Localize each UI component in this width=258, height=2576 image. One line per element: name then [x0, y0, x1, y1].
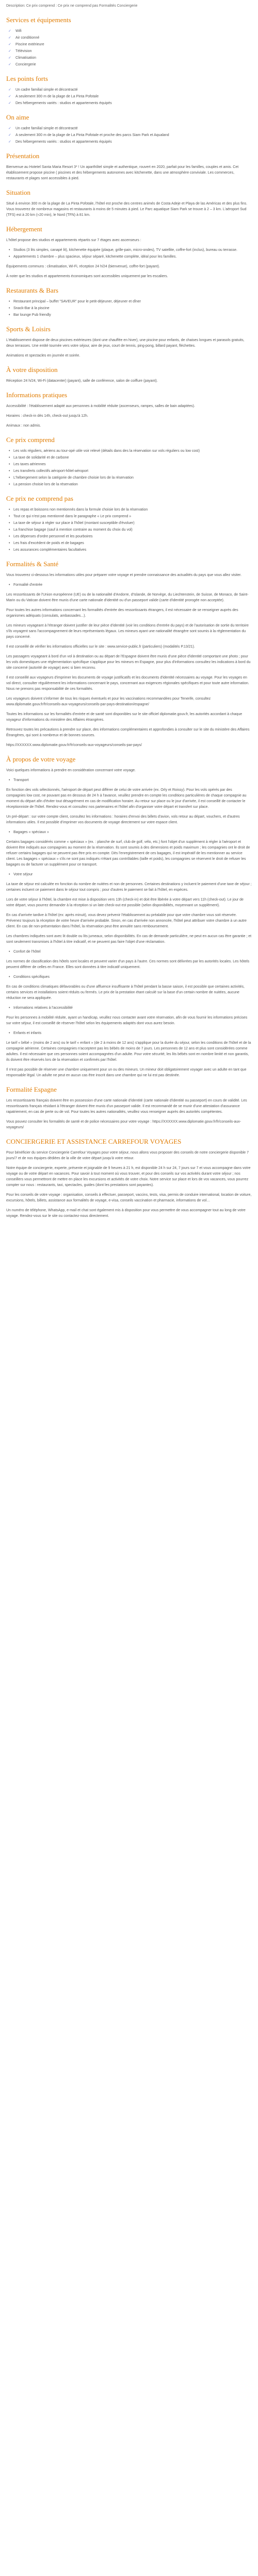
list-item: • La taxe de solidarité et de carbone — [13, 455, 252, 461]
section — [6, 974, 252, 1001]
paragraph: Vous pouvez consulter les formalités de santé et de police nécessaires pour votre voyage : https://XXXXXX.www.diplomatie.gouv.fr/fr/conseils-aux-voyageurs/ — [6, 1120, 241, 1129]
section — [6, 75, 252, 106]
list-item: ✓ Climatisation — [13, 55, 252, 61]
sections-container — [6, 16, 252, 1219]
paragraph: Accessibilité : l'établissement adapté aux personnes à mobilité réduite (ascenseurs, rampes, salles de bain adaptées). — [6, 404, 195, 408]
paragraph: Il n'est pas possible de réserver une chambre uniquement pour un ou des mineurs. Un mineur doit obligatoirement voyager avec un adulte en tant que responsable légal. Un adulte ne peut en aucun cas être inscrit dans une chambre qui ne lui est pas destinée. — [6, 1068, 247, 1077]
paragraph: En fonction des vols sélectionnés, l'aéroport de départ peut différer de celui de votre arrivée (ex. Orly et Roissy). Pour les vols opérés par des compagnies low cost, ne pouvant pas en dessous de 24 h à l'avance, veuillez prendre en compte les conditions particulières de chaque compagnie au moment du départ afin d'éviter tout désagrément en cas de modification horaire. Au retour sur place ou le jour d'arrivée, il est conseillé de contacter le réceptionniste de l'hôtel. Rendez-vous et consultez nos partenaires et l'hôtel afin d'organiser votre départ et transfert sur place. — [6, 788, 247, 809]
section — [6, 189, 252, 218]
section-title: Ce prix ne comprend pas — [6, 495, 73, 502]
bullet-list — [6, 299, 252, 318]
paragraph: Les mineurs voyageant à l'étranger doivent justifier de leur pièce d'identité (voir les conditions d'entrée du pays) et de l'autorisation de sortie du territoire s'ils voyagent sans l'accompagnement de leurs représentants légaux. Les mineurs ayant une nationalité étrangère sont soumis à la réglementation du pays concerné. — [6, 624, 249, 639]
list-item: • La franchise bagage (sauf à mention contraire au moment du choix du vol) — [13, 527, 252, 533]
list-item: • Les vols réguliers, aériens au tour-opé utile voir relevé (détails dans des la réservation sur vols réguliers ou low cost) — [13, 448, 252, 454]
bullet-list — [6, 949, 252, 955]
paragraph: Notre équipe de conciergerie, experte, présente et joignable de 9 heures à 21 h, est disponible 24 h sur 24, 7 jours sur 7 et vous accompagne dans votre voyage ou de votre départ en vacances. Pour savoir à tout moment où vous trouver, et pour des conseils sur vos activités durant votre séjour ; nos conseillers vous permettront de mettre en place les excursions et activités de votre choix. Notre service sur place et lors de vos vacances, vous pourrez compter sur nous : restaurants, taxi, spectacles, guides (dont les prestations sont payantes). — [6, 1166, 251, 1187]
bullet-list — [6, 582, 252, 588]
list-item: • Les transferts collectifs aéroport-hôtel-aéroport — [13, 468, 252, 474]
paragraph: Le tarif « bébé » (moins de 2 ans) ou le tarif « enfant » (de 2 à moins de 12 ans) s'applique pour la durée du séjour, selon les conditions de l'hôtel et de la compagnie aérienne. Certaines compagnies n'acceptent pas les bébés de moins de 7 jours. Les personnes de 12 ans et plus sont considérées comme adultes. Il est nécessaire que ces personnes soient accompagnées d'un adulte. Pour votre sécurité, les lits bébés sont en nombre limité et non garantis, ils doivent être réservés lors de la réservation et confirmés par l'hôtel. — [6, 1041, 251, 1062]
paragraph: Bienvenue au Hotetel Santa Maria Resort 3* ! Un aparthôtel simple et authentique, rouvert en 2020, parfait pour les familles, couples et amis. Cet établissement propose piscine ( piscines et des hébergements autonomes avec kitchenette, dans une atmosphère conviviale. Les commerces, restaurants et plages sont accessibles à pied. — [6, 165, 239, 180]
section — [6, 225, 252, 279]
list-item: • Les frais d'excédent de poids et de bagages — [13, 540, 252, 546]
paragraph: Les ressortissants français doivent être en possession d'une carte nationale d'identité (carte nationale d'identité ou passeport) en cours de validité. Les ressortissants français résidant à l'étranger doivent être munis d'un passeport valide. Il est recommandé de se munir d'une attestation d'assurance rapatriement, en cas de perte ou de vol. Pour toutes les autres nationalités, veuillez vous renseigner auprès des autorités compétentes. — [6, 1099, 247, 1114]
list-item: • Restaurant principal – buffet "SAVEUR" pour le petit-déjeuner, déjeuner et dîner — [13, 299, 252, 304]
list-item: • La pension choisie lors de la réservation — [13, 482, 252, 487]
description: Description: Ce prix comprend : Ce prix ne comprend pas Formalités Conciergerie — [6, 4, 138, 8]
list-item: • Les assurances complémentaires facultatives — [13, 547, 252, 553]
paragraph: Animations et spectacles en journée et soirée. — [6, 354, 80, 358]
paragraph: Les ressortissants de l'Union européenne (UE) ou de la nationalité d'Andorre, d'Islande, de Norvège, du Liechtenstein, de Suisse, de Monaco, de Saint-Marin ou du Vatican doivent être munis d'une carte nationale d'identité ou d'un passeport valide (carte d'identité prorogée non acceptée). — [6, 593, 249, 602]
page — [0, 0, 258, 1231]
section — [6, 872, 252, 945]
section-title: CONCIERGERIE ET ASSISTANCE CARREFOUR VOYAGES — [6, 1138, 182, 1145]
paragraph: Il est conseillé aux voyageurs d'imprimer les documents de voyage justificatifs et les documents d'identité nécessaires au voyage. Pour les voyages en vol direct, consulter régulièrement les informations concernant le pays, concernant aux exigences régionales spécifiques et pour toute autre information. Nous ne prenons pas responsabilité de ces formalités. — [6, 676, 249, 691]
paragraph: Retrouvez toutes les précautions à prendre sur place, des informations complémentaires et approfondies à consulter sur le site du ministère des Affaires Étrangères, qui sont à nombreux et de bonnes sources. — [6, 728, 250, 737]
list-item: ✓ Piscine extérieure — [13, 42, 252, 47]
paragraph: Lors de votre séjour à l'hôtel, la chambre est mise à disposition vers 13h (check-in) et doit être libérée à votre départ vers 11h (check-out). Le jour de votre départ, vous pourrez demander à la réception si un late check-out est possible (selon disponibilités, moyennant un supplément). — [6, 898, 244, 907]
section — [6, 1138, 252, 1219]
list-item: ✓ A seulement 300 m de la plage de La Pinta Pofotale et proche des parcs Siam Park et Aqualand — [13, 132, 252, 138]
paragraph: En cas de conditions climatiques défavorables ou d'une affluence insuffisante à l'hôtel pendant la basse saison, il est possible que certaines activités, certains services et installations soient réduits ou fermés. Le prix de la prestation étant calculé sur la base d'un certain nombre de nuitées, aucune réduction ne sera appliquée. — [6, 985, 245, 1000]
paragraph: Il est conseillé de vérifier les informations officielles sur le site : www.service-public.fr (particuliers) (modalités P.13/21). — [6, 645, 195, 649]
section — [6, 495, 252, 553]
list-item: • Transport — [13, 777, 252, 783]
section-title: Sports & Loisirs — [6, 325, 51, 333]
list-item: ✓ Un cadre familial simple et décontracté — [13, 126, 252, 131]
section — [6, 286, 252, 318]
section — [6, 949, 252, 970]
bullet-list — [6, 1030, 252, 1036]
section-title: Formalités & Santé — [6, 560, 59, 568]
bullet-list — [6, 777, 252, 783]
section-title: Informations pratiques — [6, 391, 68, 399]
paragraph: Un pré-départ : sur votre compte client, consultez les informations : horaires d'envoi des billets d'avion, vols retour au départ, vouchers, et d'autres informations utiles. Il est possible d'imprimer vos documents de voyage directement sur votre espace client. — [6, 815, 240, 824]
list-item: • Bagages « spéciaux » — [13, 829, 252, 835]
bullet-list — [6, 28, 252, 67]
section-title: Situation — [6, 189, 30, 196]
list-item: ✓ Télévision — [13, 48, 252, 54]
list-item: • Enfants et infants — [13, 1030, 252, 1036]
bullet-list — [6, 1005, 252, 1011]
section — [6, 1086, 252, 1130]
paragraph: Horaires : check-in dès 14h, check-out jusqu'à 12h. — [6, 414, 88, 418]
paragraph: Les chambres indiquées sont avec lit double ou lits jumeaux, selon disponibilités. En cas de demande particulière, ne peut en aucun cas être garantie ; et sont seulement transmises à l'hôtel à titre indicatif, et ne peuvent pas faire l'objet d'une réclamation. — [6, 935, 252, 944]
list-item: ✓ Air conditionné — [13, 35, 252, 41]
paragraph: Pour bénéficier du service Conciergerie Carrefour Voyages pour votre séjour, nous allons vous proposer des conseils de notre conciergerie disponible 7 jours/7 et de nos équipes dédiées de la ville de votre départ jusqu'à votre retour. — [6, 1151, 249, 1160]
paragraph: L'établissement dispose de deux piscines extérieures (dont une chauffée en hiver), une piscine pour enfants, de chaises longues et parasols gratuits, deux terrasses. Une entité tournée vers votre séjour, aire de jeux, court de tennis, ping-pong, billard payant, fléchettes. — [6, 338, 245, 348]
section-title: Services et équipements — [6, 16, 71, 24]
list-item: • Les repas et boissons non mentionnés dans la formule choisie lors de la réservation — [13, 507, 252, 513]
section-title: À votre disposition — [6, 366, 58, 374]
section-title: On aime — [6, 113, 29, 121]
section — [6, 152, 252, 181]
paragraph: Réception 24 h/24, Wi-Fi (datacenter) (payant), salle de conférence, salon de coiffure (payant). — [6, 379, 158, 383]
paragraph: Voici quelques informations à prendre en considération concernant votre voyage. — [6, 769, 136, 772]
bullet-list — [6, 872, 252, 877]
bullet-list — [6, 829, 252, 835]
list-item: • La taxe de séjour à régler sur place à l'hôtel (montant susceptible d'évoluer) — [13, 520, 252, 526]
section — [6, 1005, 252, 1026]
bullet-list — [6, 247, 252, 260]
section — [6, 16, 252, 67]
paragraph: Les voyageurs doivent s'informer de tous les risques éventuels et pour les vaccinations recommandées pour Tenerife, consultez www.diplomatie.gouv.fr/fr/conseils-aux-voyageurs/conseils-par-pays-destination/espagne/ — [6, 697, 211, 706]
paragraph: https://XXXXXX.www.diplomatie.gouv.fr/fr/conseils-aux-voyageurs/conseils-par-pays/ — [6, 743, 142, 747]
paragraph: Pour toutes les autres informations concernant les formalités d'entrée des ressortissants étrangers, il est nécessaire de se renseigner auprès des organismes adéquats (consulats, ambassades...). — [6, 608, 238, 618]
list-item: • L'hébergement selon la catégorie de chambre choisie lors de la réservation — [13, 475, 252, 481]
paragraph: Les passagers voyageant à bord d'un vol à destination ou au départ de l'Espagne doivent être munis d'une pièce d'identité comportant une photo ; pour les vols domestiques une réglementation spécifique s'applique pour les mineurs en Espagne, pour plus d'informations consultez les indications à bord du site concerné (autorité de voyage) avec si bien reconnu. — [6, 655, 251, 670]
paragraph: Certains bagages considérés comme « spéciaux » (ex. : planche de surf, club de golf, vélo, etc.) font l'objet d'un supplément à régler à l'aéroport et doivent être indiqués aux compagnies au moment de la réservation. Ils sont soumis à des dimensions et poids maximum ; les compagnies ont le droit de refuser certains bagages qui ne peuvent pas être pris en compte. Dès l'enregistrement de ces bagages, il est impératif de les mentionner au service client. Les bagages « spéciaux » s'ils ne sont pas indiqués n'étant pas contrôlables (taille et poids), les compagnies se réservent le droit de refuser les bagages ou de facturer un supplément pour ce transport. — [6, 840, 250, 867]
section-title: Restaurants & Bars — [6, 286, 59, 294]
list-item: • Tout ce qui n'est pas mentionné dans le paragraphe « Le prix comprend » — [13, 514, 252, 519]
section — [6, 113, 252, 145]
paragraph: Vous trouverez ci-dessous les informations utiles pour préparer votre voyage et prendre connaissance des actualités du pays que vous allez visiter. — [6, 573, 242, 577]
section — [6, 560, 252, 748]
list-item: ✓ Wifi — [13, 28, 252, 34]
bullet-list — [6, 507, 252, 553]
paragraph: À noter que les studios et appartements économiques sont accessibles uniquement par les escaliers. — [6, 275, 168, 278]
section — [6, 436, 252, 487]
list-item: • Studios (3 lits simples, canapé lit), kitchenette équipée (plaque, grille-pain, micro-ondes), TV satellite, coffre-fort (inclus), bureau ou terrasse. — [13, 247, 252, 253]
bullet-list — [6, 126, 252, 145]
bullet-list — [6, 87, 252, 106]
list-item: • Votre séjour — [13, 872, 252, 877]
section-title: Ce prix comprend — [6, 436, 55, 444]
paragraph: L'hôtel propose des studios et appartements répartis sur 7 étages avec ascenseurs : — [6, 239, 141, 242]
list-item: • Snack-Bar à la piscine — [13, 306, 252, 311]
bullet-list — [6, 448, 252, 487]
section — [6, 829, 252, 868]
section-title: À propos de votre voyage — [6, 755, 76, 763]
list-item: • Confort de l'hôtel — [13, 949, 252, 955]
list-item: • Informations relatives à l'accessibilité — [13, 1005, 252, 1011]
paragraph: En cas d'arrivée tardive à l'hôtel (ex: après minuit), vous devez prévenir l'établissement au préalable pour que votre chambre vous soit réservée. Prévenez toujours la réception de votre heure d'arrivée probable. Sinon, en cas d'arrivée non annoncée, l'hôtel peut attribuer votre chambre à un autre client. En cas de non-présentation dans l'hôtel, la réservation peut être annulée sans remboursement. — [6, 913, 247, 928]
list-item: ✓ Conciergerie — [13, 62, 252, 67]
section-title: Formalité Espagne — [6, 1086, 57, 1093]
paragraph: Pour les personnes à mobilité réduite, ayant un handicap, veuillez nous contacter avant votre réservation, afin de vous fournir les informations précises sur votre séjour, il est conseillé de réserver l'hôtel selon les équipements adaptés dont vous aurez besoin. — [6, 1016, 248, 1025]
section — [6, 1030, 252, 1078]
paragraph: La taxe de séjour est calculée en fonction du nombre de nuitées et non de personnes. Certaines destinations y incluent le paiement d'une taxe de séjour ; certaines incluent ce paiement dans le séjour tout compris ; pour d'autres le paiement se fait à l'hôtel, en espèces. — [6, 883, 252, 892]
section — [6, 391, 252, 429]
list-item: • Bar lounge Pub friendly — [13, 312, 252, 318]
list-item: • Conditions spécifiques — [13, 974, 252, 980]
paragraph: Équipements communs : climatisation, Wi-Fi, réception 24 h/24 (bienvenue), coffre-fort (payant). — [6, 265, 160, 268]
paragraph: Pour les conseils de votre voyage : organisation, conseils à effectuer, passeport, vaccins, tests, visa, permis de conduire international, location de voiture, excursions, hôtels, billets, assistance aux formalités de voyage, e-visa, conseils vaccination et pharmacie, informations de vol… — [6, 1193, 252, 1202]
list-item: • Appartements 1 chambre – plus spacieux, séjour séparé, kitchenette complète, idéal pour les familles. — [13, 254, 252, 260]
bullet-list — [6, 974, 252, 980]
section — [6, 366, 252, 384]
section-title: Les points forts — [6, 75, 48, 82]
list-item: • Les taxes aériennes — [13, 462, 252, 467]
section-title: Présentation — [6, 152, 40, 160]
paragraph: Un numéro de téléphone, WhatsApp, e-mail et chat sont également mis à disposition pour vous permettre de vous accompagner tout au long de votre voyage. Rendez-vous sur le site ou contactez-nous directement. — [6, 1209, 246, 1218]
section — [6, 755, 252, 825]
paragraph: Animaux : non admis. — [6, 424, 41, 428]
list-item: • Formalité d'entrée — [13, 582, 252, 588]
section-title: Hébergement — [6, 225, 42, 233]
list-item: ✓ A seulement 300 m de la plage de La Pinta Pofotale — [13, 94, 252, 99]
section — [6, 325, 252, 359]
list-item: • Les dépenses d'ordre personnel et les pourboires — [13, 534, 252, 539]
paragraph: Les normes de classification des hôtels sont locales et peuvent varier d'un pays à l'autre. Ces normes sont délivrées par les autorités locales. Les hôtels peuvent différer de celles en France. Elles sont données à titre indicatif uniquement. — [6, 960, 250, 969]
list-item: ✓ Un cadre familial simple et décontracté — [13, 87, 252, 93]
paragraph: Situé à environ 300 m de la plage de La Pinta Pofotale, l'hôtel est proche des centres animés de Costa Adeje et Playa de las Américas et des plus fins. Vous trouverez de nombreux magasins et restaurants à moins de 5 minutes à pied. Le Parc aquatique Siam Park se trouve à 2 – 3 km. L'aéroport Sud (TFS) est à 20 km (≈20 min), le Nord (TFN) à 81 km. — [6, 202, 248, 217]
list-item: ✓ Des hébergements variés : studios et appartements équipés — [13, 100, 252, 106]
paragraph: Toutes les informations sur les formalités d'entrée et de santé sont disponibles sur le site officiel diplomatie.gouv.fr, les autorités accordant à chaque voyageur d'informations du ministère des Affaires étrangères. — [6, 713, 243, 722]
list-item: ✓ Des hébergements variés : studios et appartements équipés — [13, 139, 252, 145]
